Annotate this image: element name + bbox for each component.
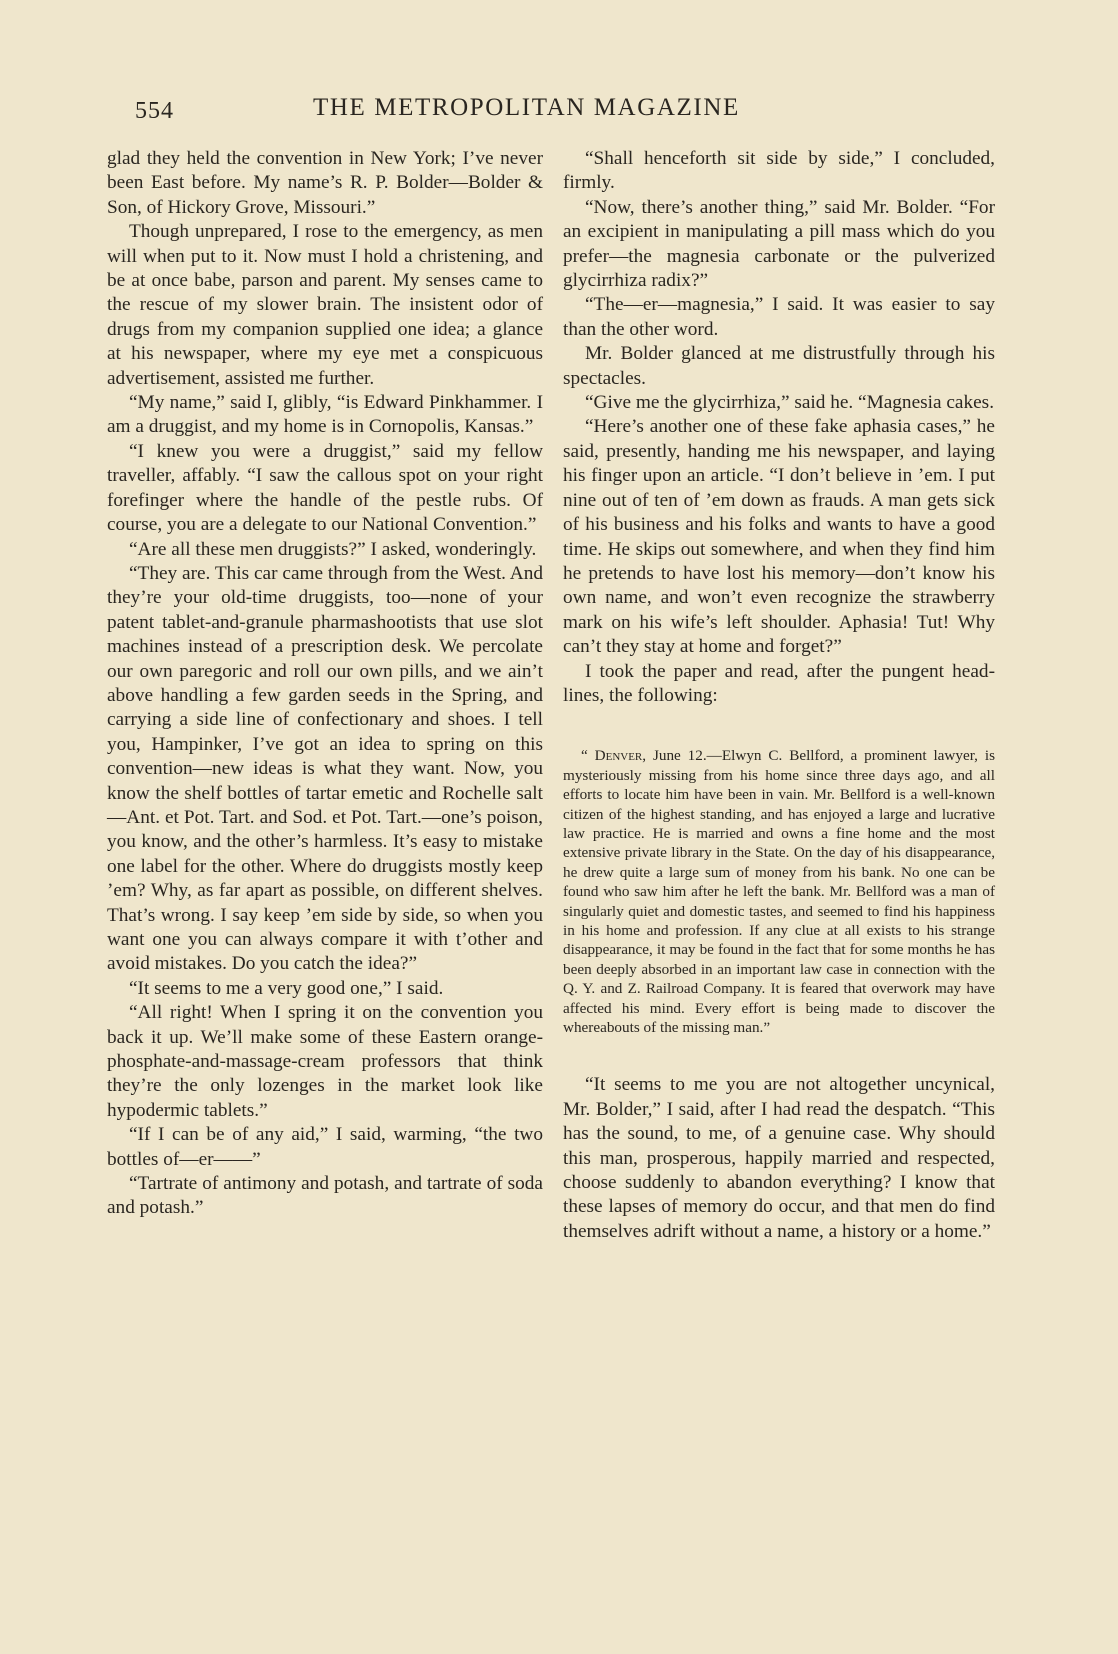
paragraph: “The—er—magnesia,” I said. It was easier to say than the other word. <box>563 294 995 340</box>
paragraph: Mr. Bolder glanced at me distrustfully through his spectacles. <box>563 343 995 389</box>
dispatch-text: June 12.—Elwyn C. Bellford, a prominent lawyer, is mysteriously missing from his home since three days ago, and all efforts to locate him have been in vain. Mr. Bellford is a well-known citizen of the highest standing, and has enjoyed a large and lucrative law practice. He is married and owns a fine home and the most extensive private library in the State. On the day of his disappearance, he drew quite a large sum of money from his bank. No one can be found who saw him after he left the bank. Mr. Bellford was a man of singularly quiet and domestic tastes, and seemed to find his happiness in his home and profession. If any clue at all exists to his strange disappearance, it may be found in the fact that for some months he has been deeply absorbed in an important law case in connection with the Q. Y. and Z. Railroad Company. It is feared that overwork may have affected his mind. Every effort is being made to discover the whereabouts of the missing man.” <box>563 747 995 1037</box>
page-header <box>105 94 795 138</box>
paragraph: I took the paper and read, after the pungent head-lines, the following: <box>563 660 995 706</box>
paragraph: “I knew you were a druggist,” said my fellow traveller, affably. “I saw the callous spot on your right forefinger where the handle of the pestle rubs. Of course, you are a delegate to our National Convention.” <box>107 440 543 536</box>
right-column <box>563 147 995 1244</box>
dispatch-dateline: “ Denver, <box>581 747 647 765</box>
paragraph: Though unprepared, I rose to the emergency, as men will when put to it. Now must I hold a christening, and be at once babe, parson and parent. My senses came to the rescue of my slower brain. The insistent odor of drugs from my companion supplied one idea; a glance at his newspaper, where my eye met a conspicuous advertisement, assisted me further. <box>107 221 543 389</box>
paragraph: glad they held the convention in New York; I’ve never been East before. My name’s R. P. Bolder—Bolder & Son, of Hickory Grove, Missouri.” <box>107 148 543 218</box>
paragraph: “My name,” said I, glibly, “is Edward Pinkhammer. I am a druggist, and my home is in Cornopolis, Kansas.” <box>107 392 543 438</box>
newspaper-dispatch <box>563 746 995 1037</box>
paragraph: “Are all these men druggists?” I asked, wonderingly. <box>129 538 537 560</box>
paragraph: “Now, there’s another thing,” said Mr. Bolder. “For an excipient in manipulating a pill mass which do you prefer—the magnesia carbonate or the pulverized glycirrhiza radix?” <box>563 196 995 292</box>
paragraph: “Give me the glycirrhiza,” said he. “Magnesia cakes. <box>585 392 995 414</box>
page-number: 554 <box>135 98 174 124</box>
paragraph: “It seems to me a very good one,” I said. <box>129 977 444 999</box>
paragraph: “All right! When I spring it on the convention you back it up. We’ll make some of these Eastern orange-phosphate-and-massage-cream professors that think they’re the only lozenges in the market look like hypodermic tablets.” <box>107 1002 543 1121</box>
paragraph: “If I can be of any aid,” I said, warming, “the two bottles of—er——” <box>107 1124 543 1170</box>
paragraph: “Tartrate of antimony and potash, and tartrate of soda and potash.” <box>107 1173 543 1219</box>
left-column <box>107 147 543 1221</box>
running-title: THE METROPOLITAN MAGAZINE <box>313 94 740 121</box>
paragraph: “Shall henceforth sit side by side,” I concluded, firmly. <box>563 148 995 194</box>
paragraph: “Here’s another one of these fake aphasia cases,” he said, presently, handing me his newspaper, and laying his finger upon an article. “I don’t believe in ’em. I put nine out of ten of ’em down as frauds. A man gets sick of his business and his folks and wants to have a good time. He skips out somewhere, and when they find him he pretends to have lost his memory—don’t know his own name, and won’t even recognize the strawberry mark on his wife’s left shoulder. Aphasia! Tut! Why can’t they stay at home and forget?” <box>563 416 995 658</box>
paragraph: “They are. This car came through from the West. And they’re your old-time druggists, too—none of your patent tablet-and-granule pharmashootists that use slot machines instead of a prescription desk. We percolate our own paregoric and roll our own pills, and we ain’t above handling a few garden seeds in the Spring, and carrying a side line of confectionary and shoes. I tell you, Hampinker, I’ve got an idea to spring on this convention—new ideas is what they want. Now, you know the shelf bottles of tartar emetic and Rochelle salt—Ant. et Pot. Tart. and Sod. et Pot. Tart.—one’s poison, you know, and the other’s harmless. It’s easy to mistake one label for the other. Where do druggists mostly keep ’em? Why, as far apart as possible, on different shelves. That’s wrong. I say keep ’em side by side, so when you want one you can always compare it with t’other and avoid mistakes. Do you catch the idea?” <box>107 562 543 975</box>
paragraph: “It seems to me you are not altogether uncynical, Mr. Bolder,” I said, after I had read the despatch. “This has the sound, to me, of a genuine case. Why should this man, prosperous, happily married and respected, choose suddenly to abandon everything? I know that these lapses of memory do occur, and that men do find themselves adrift without a name, a history or a home.” <box>563 1074 995 1242</box>
